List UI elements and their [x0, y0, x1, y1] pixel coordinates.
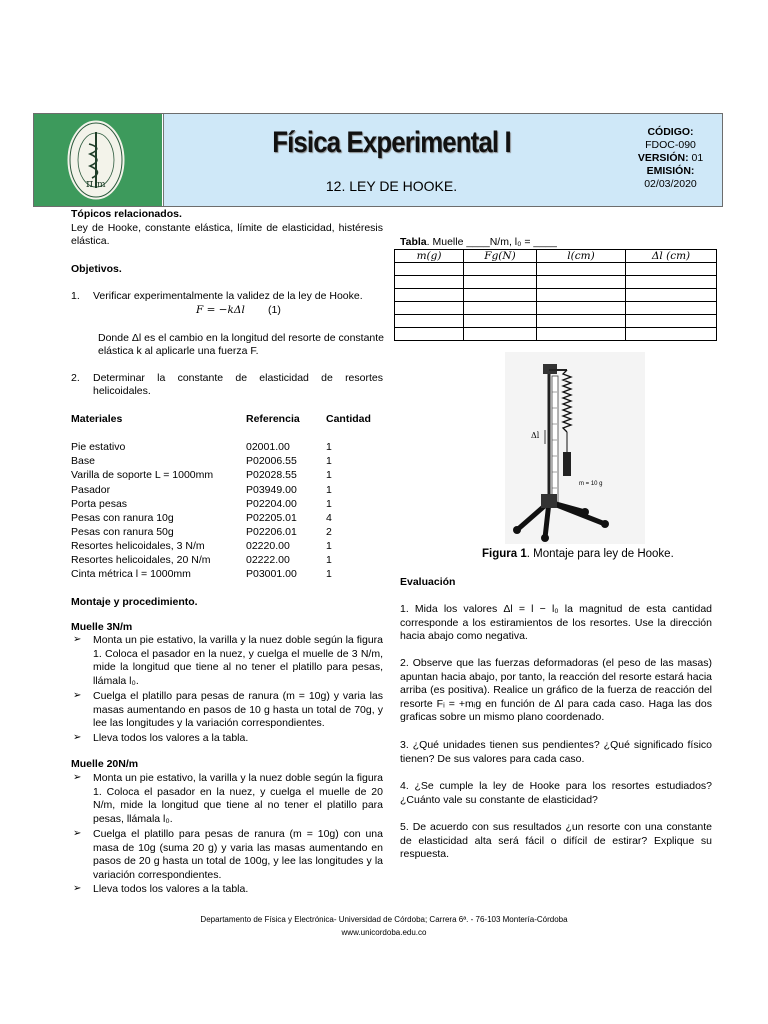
topicos-body: Ley de Hooke, constante elástica, límite de elasticidad, histéresis elástica. [71, 222, 383, 247]
material-name: Pesas con ranura 50g [71, 526, 174, 538]
material-qty: 1 [326, 554, 332, 566]
document-header [33, 113, 723, 207]
evaluacion-item-4: 4. ¿Se cumple la ley de Hooke para los resortes estudiados? ¿Cuánto vale su constante de elasticidad? [400, 780, 712, 806]
table-cell [395, 263, 464, 276]
table-cell [626, 289, 717, 302]
material-qty: 1 [326, 484, 332, 496]
referencia-heading: Referencia [246, 413, 300, 425]
material-qty: 1 [326, 568, 332, 580]
muelle-20-step-2: Cuelga el platillo para pesas de ranura (m = 10g) con una masa de 10g (suma 20 g) y varia las masas aumentando en pasos de 20 g hasta un total de 100g, y lee las longitudes y la variación correspondientes. [93, 828, 383, 881]
table-cell [395, 328, 464, 341]
muelle-3-step-2: Cuelga el platillo para pesas de ranura (m = 10g) y varia las masas aumentando en pasos de 10 g hasta un total de 70g, y lee las longitudes y la variación correspondientes. [93, 690, 383, 729]
delta-l-label: Δl [531, 431, 540, 440]
data-table [394, 249, 717, 341]
objetivo-1-number: 1. [71, 290, 80, 302]
evaluacion-item-2: 2. Observe que las fuerzas deformadoras (el peso de las masas) apuntan hacia abajo, por tanto, la reacción del resorte estará hacia arriba (es positiva). Realice un gráfico de la fuerza de reacción del resorte Fᵢ = +mᵢg en función de Δl para cada caso. Haga las dos graficas sobre un mismo plano coordenado. [400, 657, 712, 723]
emision-label: EMISIÓN: [646, 165, 695, 177]
footer-website: www.unicordoba.edu.co [341, 928, 427, 937]
tabla-caption-label: Tabla [400, 236, 427, 248]
material-name: Varilla de soporte L = 1000mm [71, 469, 214, 481]
table-cell [395, 302, 464, 315]
material-qty: 1 [326, 469, 332, 481]
material-ref: P02028.55 [246, 469, 297, 481]
table-header-cell: l(cm) [537, 250, 626, 263]
material-qty: 4 [326, 512, 332, 524]
version-value: 01 [691, 152, 704, 164]
document-code-panel [619, 114, 722, 206]
table-header-cell: Fg(N) [464, 250, 537, 263]
svg-text:m: m [97, 180, 106, 190]
bullet-arrow-icon: ➢ [73, 883, 82, 894]
table-cell [537, 328, 626, 341]
muelle-20-heading: Muelle 20N/m [71, 758, 139, 770]
material-qty: 1 [326, 498, 332, 510]
table-cell [395, 276, 464, 289]
material-ref: 02222.00 [246, 554, 290, 566]
table-cell [537, 289, 626, 302]
bullet-arrow-icon: ➢ [73, 828, 82, 839]
objetivo-2-text: Determinar la constante de elasticidad de resortes helicoidales. [93, 372, 383, 397]
material-ref: P02206.01 [246, 526, 297, 538]
montaje-heading: Montaje y procedimiento. [71, 596, 198, 608]
title-panel [163, 114, 620, 206]
materiales-heading: Materiales [71, 413, 123, 425]
table-cell [626, 276, 717, 289]
muelle-3-step-1: Monta un pie estativo, la varilla y la nuez doble según la figura 1. Coloca el pasador en la nuez, y cuelga el muelle de 3 N/m, mide la longitud que tiene al no tener el platillo para pesas, llámala l₀. [93, 634, 383, 687]
topicos-heading: Tópicos relacionados. [71, 208, 182, 220]
table-row [395, 315, 717, 328]
figure-caption-label: Figura 1 [482, 548, 527, 560]
table-header-cell: m(g) [395, 250, 464, 263]
evaluacion-item-5: 5. De acuerdo con sus resultados ¿un resorte con una constante de elasticidad alta será fácil o difícil de estirar? Explique su respuesta. [400, 821, 712, 860]
bullet-arrow-icon: ➢ [73, 634, 82, 645]
hooke-setup-figure [505, 352, 645, 544]
logo-panel [34, 114, 162, 206]
table-cell [537, 263, 626, 276]
material-ref: P02006.55 [246, 455, 297, 467]
objetivo-2-number: 2. [71, 372, 80, 384]
table-row [395, 328, 717, 341]
material-name: Pie estativo [71, 441, 126, 453]
objetivo-1-text: Verificar experimentalmente la validez de la ley de Hooke. [93, 290, 363, 302]
bullet-arrow-icon: ➢ [73, 732, 82, 743]
code-value: FDOC-090 [645, 139, 696, 151]
material-ref: P02205.01 [246, 512, 297, 524]
mass-label: m = 10 g [579, 481, 603, 487]
code-label: CÓDIGO: [647, 126, 694, 138]
table-row [395, 302, 717, 315]
table-cell [395, 289, 464, 302]
material-name: Porta pesas [71, 498, 128, 510]
material-ref: P02204.00 [246, 498, 297, 510]
material-name: Base [71, 455, 95, 467]
material-qty: 1 [326, 540, 332, 552]
document-subtitle: 12. LEY DE HOOKE. [325, 178, 458, 194]
muelle-3-heading: Muelle 3N/m [71, 621, 133, 633]
bullet-arrow-icon: ➢ [73, 772, 82, 783]
material-qty: 1 [326, 441, 332, 453]
evaluacion-item-1: 1. Mida los valores Δl = l − l₀ la magnitud de esta cantidad corresponde a los estiramientos de los resortes. Use la dirección hacia abajo como negativa. [400, 603, 712, 642]
material-qty: 1 [326, 455, 332, 467]
tabla-caption [400, 236, 557, 248]
objetivo-explain-line-1: Donde Δl es el cambio en la longitud del resorte de constante [98, 332, 385, 344]
table-cell [626, 328, 717, 341]
version-line [619, 152, 722, 165]
figure-caption-text: . Montaje para ley de Hooke. [526, 548, 674, 560]
table-cell [626, 302, 717, 315]
version-label: VERSIÓN: [637, 152, 689, 164]
bullet-arrow-icon: ➢ [73, 690, 82, 701]
table-cell [464, 302, 537, 315]
table-cell [464, 315, 537, 328]
material-ref: P03001.00 [246, 568, 297, 580]
document-title: Física Experimental I [272, 126, 511, 159]
footer-address: Departamento de Física y Electrónica- Universidad de Córdoba; Carrera 6ª. - 76-103 Montería-Córdoba [200, 915, 568, 924]
material-ref: 02001.00 [246, 441, 290, 453]
table-row [395, 289, 717, 302]
table-cell [626, 315, 717, 328]
table-cell [464, 328, 537, 341]
table-header-row [395, 250, 717, 263]
emision-value: 02/03/2020 [644, 178, 697, 190]
material-name: Resortes helicoidales, 20 N/m [71, 554, 211, 566]
figure-caption [482, 548, 674, 560]
objetivo-explain-line-2: elástica k al aplicarle una fuerza F. [98, 345, 259, 357]
table-cell [464, 276, 537, 289]
cantidad-heading: Cantidad [326, 413, 371, 425]
material-ref: P03949.00 [246, 484, 297, 496]
evaluacion-heading: Evaluación [400, 576, 456, 588]
svg-text:π: π [86, 177, 94, 190]
tabla-caption-text: . Muelle ____N/m, l₀ = ____ [426, 236, 557, 248]
hooke-formula: F = −kΔl [196, 304, 245, 316]
muelle-3-step-3: Lleva todos los valores a la tabla. [93, 732, 249, 744]
table-cell [464, 289, 537, 302]
table-cell [626, 263, 717, 276]
table-cell [537, 315, 626, 328]
university-seal-logo [34, 114, 162, 206]
formula-number: (1) [268, 304, 281, 316]
muelle-20-step-3: Lleva todos los valores a la tabla. [93, 883, 249, 895]
table-cell [464, 263, 537, 276]
material-qty: 2 [326, 526, 332, 538]
material-ref: 02220.00 [246, 540, 290, 552]
table-row [395, 263, 717, 276]
table-cell [537, 302, 626, 315]
table-cell [537, 276, 626, 289]
table-row [395, 276, 717, 289]
evaluacion-item-3: 3. ¿Qué unidades tienen sus pendientes? ¿Qué significado físico tienen? De sus valores para cada caso. [400, 739, 712, 765]
table-header-cell: Δl (cm) [626, 250, 717, 263]
material-name: Resortes helicoidales, 3 N/m [71, 540, 205, 552]
material-name: Pesas con ranura 10g [71, 512, 174, 524]
table-cell [395, 315, 464, 328]
material-name: Cinta métrica l = 1000mm [71, 568, 191, 580]
objetivos-heading: Objetivos. [71, 263, 122, 275]
material-name: Pasador [71, 484, 111, 496]
muelle-20-step-1: Monta un pie estativo, la varilla y la nuez doble según la figura 1. Coloca el pasador en la nuez, y cuelga el muelle de 20 N/m, mide la longitud que tiene al no tener el platillo para pesas, llámala l₀. [93, 772, 383, 825]
